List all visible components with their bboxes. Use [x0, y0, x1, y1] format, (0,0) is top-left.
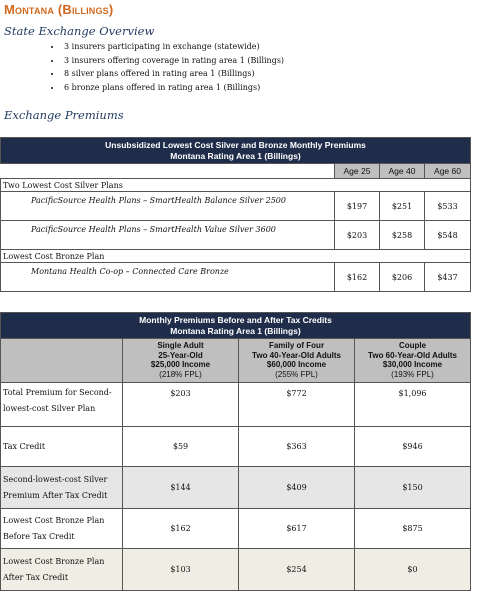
list-item: • 3 insurers participating in exchange (statewide) — [62, 40, 284, 54]
row-label: Lowest Cost Bronze Plan Before Tax Credit — [1, 509, 123, 549]
table-row — [1, 383, 471, 427]
table2-title: Monthly Premiums Before and After Tax Credits Montana Rating Area 1 (Billings) — [1, 313, 471, 339]
table-row — [1, 509, 471, 549]
age-header: Age 60 — [425, 164, 471, 179]
value-cell: $363 — [239, 427, 355, 467]
value-cell: $254 — [239, 549, 355, 591]
table-row — [1, 549, 471, 591]
premium-cell: $203 — [335, 221, 380, 250]
value-cell: $162 — [123, 509, 239, 549]
column-header-couple: Couple Two 60-Year-Old Adults $30,000 Income (193% FPL) — [355, 339, 471, 383]
premium-cell: $197 — [335, 192, 380, 221]
value-cell: $103 — [123, 549, 239, 591]
list-item: • 8 silver plans offered in rating area 1 (Billings) — [62, 67, 284, 81]
premium-cell: $548 — [425, 221, 471, 250]
value-cell: $1,096 — [355, 383, 471, 427]
column-header-single-adult: Single Adult 25-Year-Old $25,000 Income (218% FPL) — [123, 339, 239, 383]
value-cell: $59 — [123, 427, 239, 467]
list-item: • 3 insurers offering coverage in rating area 1 (Billings) — [62, 54, 284, 68]
column-header-family: Family of Four Two 40-Year-Old Adults $60,000 Income (255% FPL) — [239, 339, 355, 383]
value-cell: $875 — [355, 509, 471, 549]
premium-cell: $162 — [335, 263, 380, 292]
overview-heading: State Exchange Overview — [4, 24, 155, 38]
premium-cell: $206 — [380, 263, 425, 292]
row-label: Lowest Cost Bronze Plan After Tax Credit — [1, 549, 123, 591]
plan-name: PacificSource Health Plans – SmartHealth Balance Silver 2500 — [1, 192, 335, 221]
row-label: Second-lowest-cost Silver Premium After Tax Credit — [1, 467, 123, 509]
list-item: • 6 bronze plans offered in rating area 1 (Billings) — [62, 81, 284, 95]
plan-name: PacificSource Health Plans – SmartHealth Value Silver 3600 — [1, 221, 335, 250]
premium-cell: $251 — [380, 192, 425, 221]
table1-title: Unsubsidized Lowest Cost Silver and Bronze Monthly Premiums Montana Rating Area 1 (Billings) — [1, 138, 471, 164]
age-header: Age 40 — [380, 164, 425, 179]
value-cell: $150 — [355, 467, 471, 509]
silver-section-label: Two Lowest Cost Silver Plans — [1, 179, 471, 192]
row-label: Tax Credit — [1, 427, 123, 467]
value-cell: $772 — [239, 383, 355, 427]
table-row — [1, 427, 471, 467]
value-cell: $203 — [123, 383, 239, 427]
unsubsidized-premiums-table — [0, 137, 471, 292]
value-cell: $617 — [239, 509, 355, 549]
value-cell: $0 — [355, 549, 471, 591]
value-cell: $409 — [239, 467, 355, 509]
page-title: Montana (Billings) — [4, 2, 114, 17]
tax-credit-premiums-table — [0, 312, 471, 591]
value-cell: $144 — [123, 467, 239, 509]
premiums-heading: Exchange Premiums — [4, 108, 124, 122]
row-label: Total Premium for Second- lowest-cost Silver Plan — [1, 383, 123, 427]
plan-name: Montana Health Co-op – Connected Care Bronze — [1, 263, 335, 292]
premium-cell: $533 — [425, 192, 471, 221]
premium-cell: $437 — [425, 263, 471, 292]
premium-cell: $258 — [380, 221, 425, 250]
table-row — [1, 467, 471, 509]
age-header: Age 25 — [335, 164, 380, 179]
bronze-section-label: Lowest Cost Bronze Plan — [1, 250, 471, 263]
value-cell: $946 — [355, 427, 471, 467]
overview-list — [48, 40, 284, 94]
